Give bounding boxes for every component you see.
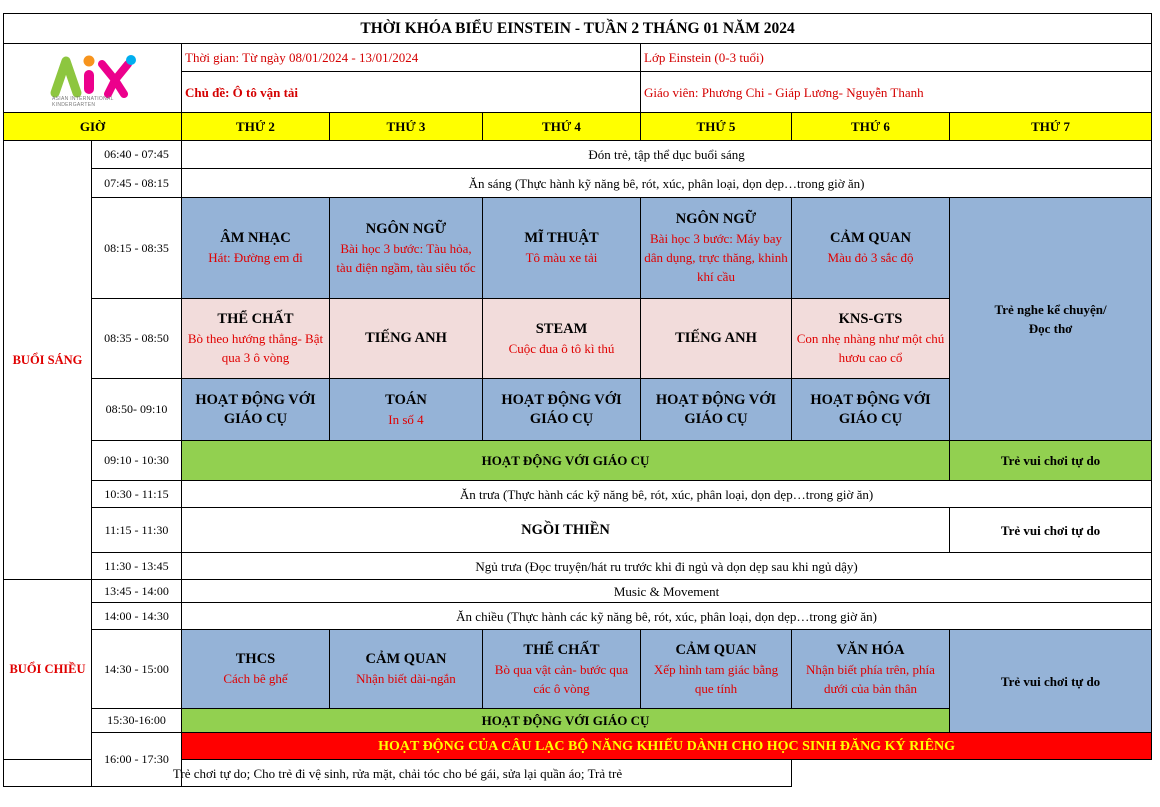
lesson-desc: Bài học 3 bước: Máy bay dân dụng, trực thăng, khinh khí cầu	[644, 231, 788, 284]
saturday-morning-cell: Trẻ nghe kể chuyện/Đọc thơ	[950, 198, 1152, 441]
lesson-desc: Nhận biết dài-ngắn	[356, 671, 456, 686]
activity-cell: Ăn sáng (Thực hành kỹ năng bê, rót, xúc, phân loại, dọn dẹp…trong giờ ăn)	[182, 169, 1152, 198]
lesson-desc: Nhận biết phía trên, phía dưới của bản thân	[806, 661, 935, 696]
lesson-desc: Màu đỏ 3 sắc độ	[827, 250, 914, 265]
teachers-label: Giáo viên: Phương Chi - Giáp Lương- Nguyễn Thanh	[641, 72, 1152, 113]
header-day: THỨ 5	[641, 113, 792, 141]
time-slot: 16:00 - 17:30	[92, 733, 182, 787]
lesson-cell	[182, 198, 330, 299]
lesson-desc: Tô màu xe tải	[525, 250, 598, 265]
lesson-cell	[641, 198, 792, 299]
header-day: THỨ 6	[792, 113, 950, 141]
lesson-subject: HOẠT ĐỘNG VỚI GIÁO CỤ	[810, 391, 931, 427]
lesson-subject: HOẠT ĐỘNG VỚI GIÁO CỤ	[195, 391, 316, 427]
activity-cell: Đón trẻ, tập thể dục buổi sáng	[182, 141, 1152, 169]
lesson-desc: Bò theo hướng thẳng- Bật qua 3 ô vòng	[187, 331, 324, 365]
time-slot: 14:00 - 14:30	[92, 603, 182, 630]
lesson-cell	[641, 630, 792, 709]
lesson-subject: ÂM NHẠC	[220, 230, 291, 246]
lesson-cell	[330, 198, 483, 299]
time-slot: 09:10 - 10:30	[92, 441, 182, 481]
saturday-free-play: Trẻ vui chơi tự do	[950, 508, 1152, 553]
activity-cell: NGỒI THIỀN	[182, 508, 950, 553]
lesson-subject: NGÔN NGỮ	[675, 211, 757, 227]
lesson-subject: NGÔN NGỮ	[365, 220, 447, 237]
time-range-label: Thời gian: Từ ngày 08/01/2024 - 13/01/2024	[182, 44, 641, 72]
activity-cell: Trẻ chơi tự do; Cho trẻ đi vệ sinh, rửa mặt, chải tóc cho bé gái, sửa lại quần áo; Trả trẻ	[4, 760, 792, 787]
lesson-desc: Xếp hình tam giác bằng que tính	[653, 661, 779, 696]
topic-label: Chủ đề: Ô tô vận tải	[182, 72, 641, 113]
header-row	[4, 113, 1152, 141]
lesson-desc: In số 4	[388, 411, 424, 427]
time-slot: 11:30 - 13:45	[92, 553, 182, 580]
activity-cell: HOẠT ĐỘNG VỚI GIÁO CỤ	[182, 709, 950, 733]
header-day: THỨ 4	[483, 113, 641, 141]
lesson-subject: TIẾNG ANH	[675, 330, 757, 346]
lesson-cell	[182, 299, 330, 379]
lesson-desc: Bò qua vật cản- bước qua các ô vòng	[494, 661, 629, 696]
session-afternoon: BUỔI CHIỀU	[4, 580, 92, 760]
activity-cell: Music & Movement	[182, 580, 1152, 603]
time-slot: 08:15 - 08:35	[92, 198, 182, 299]
lesson-subject: STEAM	[535, 320, 588, 337]
saturday-free-play: Trẻ vui chơi tự do	[950, 441, 1152, 481]
saturday-free-play: Trẻ vui chơi tự do	[950, 630, 1152, 733]
lesson-subject: KNS-GTS	[838, 311, 903, 327]
time-slot: 10:30 - 11:15	[92, 481, 182, 508]
lesson-subject: HOẠT ĐỘNG VỚI GIÁO CỤ	[501, 391, 622, 427]
session-morning: BUỔI SÁNG	[4, 141, 92, 580]
lesson-subject: CẢM QUAN	[675, 641, 757, 658]
header-day: THỨ 7	[950, 113, 1152, 141]
header-day: THỨ 3	[330, 113, 483, 141]
lesson-cell	[483, 630, 641, 709]
class-label: Lớp Einstein (0-3 tuổi)	[641, 44, 1152, 72]
lesson-subject: MĨ THUẬT	[524, 230, 599, 246]
lesson-subject: THỂ CHẤT	[523, 641, 600, 658]
time-slot: 08:35 - 08:50	[92, 299, 182, 379]
lesson-subject: CẢM QUAN	[830, 230, 911, 246]
time-slot: 14:30 - 15:00	[92, 630, 182, 709]
page-title: THỜI KHÓA BIỂU EINSTEIN - TUẦN 2 THÁNG 01 NĂM 2024	[4, 14, 1152, 44]
lesson-subject: TIẾNG ANH	[365, 330, 447, 346]
lesson-cell	[182, 379, 330, 441]
activity-cell: HOẠT ĐỘNG VỚI GIÁO CỤ	[182, 441, 950, 481]
lesson-subject: TOÁN	[385, 391, 427, 408]
lesson-cell	[330, 630, 483, 709]
timetable	[3, 13, 1152, 787]
club-activity-banner: HOẠT ĐỘNG CỦA CÂU LẠC BỘ NĂNG KHIẾU DÀNH CHO HỌC SINH ĐĂNG KÝ RIÊNG	[182, 733, 1152, 760]
time-slot: 11:15 - 11:30	[92, 508, 182, 553]
time-slot: 06:40 - 07:45	[92, 141, 182, 169]
lesson-desc: Bài học 3 bước: Tàu hỏa, tàu điện ngầm, tàu siêu tốc	[336, 240, 476, 275]
time-slot: 07:45 - 08:15	[92, 169, 182, 198]
lesson-desc: Con nhẹ nhàng như một chú hươu cao cổ	[796, 331, 945, 365]
lesson-cell	[330, 379, 483, 441]
time-slot: 15:30-16:00	[92, 709, 182, 733]
lesson-cell	[483, 299, 641, 379]
lesson-cell	[792, 299, 950, 379]
activity-cell: Ăn trưa (Thực hành các kỹ năng bê, rót, xúc, phân loại, dọn dẹp…trong giờ ăn)	[182, 481, 1152, 508]
lesson-subject: CẢM QUAN	[365, 651, 447, 667]
lesson-subject: VĂN HÓA	[836, 641, 905, 658]
lesson-cell	[483, 379, 641, 441]
activity-cell: Ngủ trưa (Đọc truyện/hát ru trước khi đi ngủ và dọn dẹp sau khi ngủ dậy)	[182, 553, 1152, 580]
time-slot: 08:50- 09:10	[92, 379, 182, 441]
logo-subtitle: ASIAN INTERNATIONAL KINDERGARTEN	[52, 96, 114, 108]
header-time: GIỜ	[4, 113, 182, 141]
logo-cell	[4, 44, 182, 113]
lesson-cell	[792, 379, 950, 441]
lesson-cell	[182, 630, 330, 709]
lesson-cell	[641, 299, 792, 379]
lesson-desc: Hát: Đường em đi	[208, 250, 303, 265]
lesson-cell	[483, 198, 641, 299]
lesson-subject: THỂ CHẤT	[217, 311, 294, 327]
time-slot: 13:45 - 14:00	[92, 580, 182, 603]
lesson-desc: Cuộc đua ô tô kì thú	[508, 340, 615, 356]
header-day: THỨ 2	[182, 113, 330, 141]
activity-cell: Ăn chiều (Thực hành các kỹ năng bê, rót, xúc, phân loại, dọn dẹp…trong giờ ăn)	[182, 603, 1152, 630]
lesson-cell	[641, 379, 792, 441]
lesson-subject: THCS	[235, 651, 276, 667]
lesson-cell	[792, 630, 950, 709]
lesson-cell	[330, 299, 483, 379]
lesson-cell	[792, 198, 950, 299]
lesson-subject: HOẠT ĐỘNG VỚI GIÁO CỤ	[655, 391, 777, 427]
lesson-desc: Cách bê ghế	[223, 671, 288, 686]
